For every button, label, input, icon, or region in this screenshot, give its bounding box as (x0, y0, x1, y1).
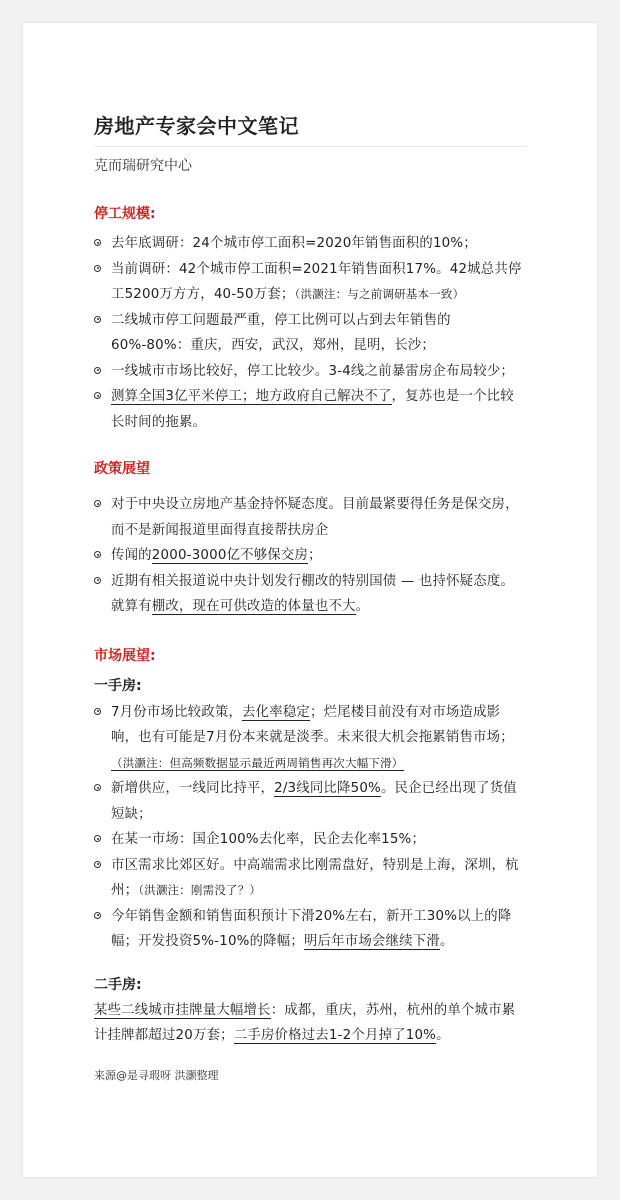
item-text: 。 (439, 934, 454, 949)
list-item (94, 231, 527, 257)
editor-note: （洪灏注：刚需没了？） (138, 883, 262, 897)
item-text: 近期有相关报道说中央计划发行棚改的特别国债 — 也持怀疑态度。就算有 (111, 573, 515, 614)
new-homes-list (94, 700, 527, 955)
bullet-icon (94, 500, 101, 507)
bullet-icon (94, 551, 101, 558)
doc-title: 房地产专家会中文笔记 (94, 114, 299, 138)
bullet-icon (94, 835, 101, 842)
underlined-text: 棚改，现在可供改造的体量也不大 (151, 599, 356, 614)
bullet-icon (94, 577, 101, 584)
underlined-text: 2000-3000亿不够保交房 (151, 548, 309, 563)
item-text: 二线城市停工问题最严重，停工比例可以占到去年销售的60%-80%：重庆，西安，武汉，郑州，昆明，长沙； (111, 312, 451, 353)
title-divider (94, 146, 527, 147)
bullet-icon (94, 392, 101, 399)
item-text: 对于中央设立房地产基金持怀疑态度。目前最紧要得任务是保交房，而不是新闻报道里面得直接帮扶房企 (111, 497, 519, 538)
item-text: 今年销售金额和销售面积预计下滑20%左右，新开工30%以上的降幅；开发投资5%-10%的降幅； (111, 908, 512, 949)
bullet-icon (94, 316, 101, 323)
underlined-text: 某些二线城市挂牌量大幅增长 (94, 1002, 271, 1018)
list-item (94, 257, 527, 308)
item-text: 市区需求比郊区好。中高端需求比刚需盘好，特别是上海，深圳，杭州； (111, 857, 519, 898)
item-text: 。 (355, 599, 370, 614)
item-text: 一线城市市场比较好，停工比较少。3-4线之前暴雷房企布局较少； (111, 363, 515, 379)
list-item (94, 827, 527, 853)
underlined-text: 明后年市场会继续下滑 (303, 934, 440, 949)
doc-subtitle: 克而瑞研究中心 (94, 158, 192, 174)
item-text: 7月份市场比较政策， (111, 704, 243, 720)
underlined-text: 二手房价格过去1-2个月掉了10% (233, 1028, 437, 1043)
para-text: 。 (436, 1028, 450, 1043)
item-text: 当前调研：42个城市停工面积=2021年销售面积17%。42城总共停工5200万方方，40-50万套； (111, 261, 522, 302)
list-item (94, 308, 527, 359)
item-text: 新增供应，一线同比持平， (111, 781, 275, 796)
bullet-icon (94, 708, 101, 715)
list-item (94, 543, 527, 569)
bullet-icon (94, 239, 101, 246)
list-item (94, 853, 527, 904)
list-item (94, 569, 527, 620)
underlined-text: 2/3线同比降50% (274, 781, 381, 796)
item-text: 传闻的 (111, 548, 152, 563)
list-item (94, 904, 527, 955)
section-title-market: 市场展望: (94, 647, 156, 664)
bullet-icon (94, 367, 101, 374)
bullet-icon (94, 265, 101, 272)
subtitle-second-hand: 二手房: (94, 976, 142, 993)
item-text: ，复苏也是一个比较长时间的拖累。 (111, 389, 514, 430)
source-credit: 来源@是寻瑕呀 洪灏整理 (94, 1068, 219, 1082)
item-text: 去年底调研：24个城市停工面积=2020年销售面积的10%； (111, 236, 477, 251)
list-item (94, 384, 527, 435)
list-item (94, 776, 527, 827)
item-text: 在某一市场：国企100%去化率，民企去化率15%； (111, 832, 426, 847)
section-title-shutdown: 停工规模: (94, 206, 156, 222)
bullet-icon (94, 784, 101, 791)
para-text: ：成都，重庆，苏州，杭州的单个城市累计挂牌都超过20万套； (94, 1002, 516, 1043)
item-text: 。民企已经出现了货值短缺； (111, 781, 517, 822)
subtitle-new-homes: 一手房: (94, 677, 142, 694)
bullet-icon (94, 861, 101, 868)
policy-list (94, 492, 527, 620)
underlined-text: 测算全国3亿平米停工；地方政府自己解决不了 (111, 389, 392, 404)
list-item (94, 359, 527, 385)
underlined-text: 去化率稳定 (242, 704, 310, 720)
item-text: ； (308, 548, 322, 563)
list-item (94, 492, 527, 543)
bullet-icon (94, 912, 101, 919)
editor-note: （洪灏注：但高频数据显示最近两周销售再次大幅下滑） (111, 755, 404, 770)
document-page (23, 23, 597, 1177)
section-title-policy: 政策展望 (94, 461, 150, 477)
editor-note: （洪灏注：与之前调研基本一致） (294, 287, 465, 301)
item-text: ；烂尾楼目前没有对市场造成影响，也有可能是7月份本来就是淡季。未来很大机会拖累销售市场； (111, 704, 514, 745)
list-item (94, 700, 527, 777)
shutdown-list (94, 231, 527, 435)
second-hand-paragraph (94, 998, 527, 1049)
